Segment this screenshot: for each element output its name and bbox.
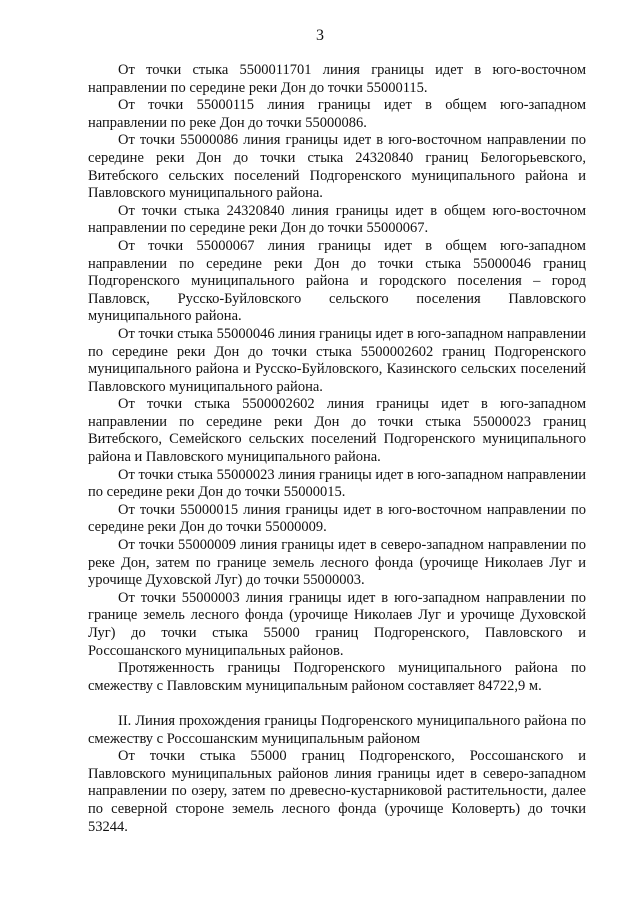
document-body <box>88 62 586 836</box>
paragraph: От точки 55000003 линия границы идет в юго-западном направлении по границе земель лесного фонда (урочище Николаев Луг и урочище Духовской Луг) до точки стыка 55000 границ Подгоренского, Павловского и Россошанского муниципальных районов. <box>88 589 586 659</box>
paragraph: От точки стыка 55000023 линия границы идет в юго-западном направлении по середине реки Дон до точки 55000015. <box>88 466 586 501</box>
paragraph: От точки стыка 55000046 линия границы идет в юго-западном направлении по середине реки Дон до точки стыка 5500002602 границ Подгоренского муниципального района и Русско-Буйловского, Казинского сельских поселений Павловского муниципального района. <box>88 325 586 395</box>
paragraph: От точки 55000067 линия границы идет в общем юго-западном направлении по середине реки Дон до точки стыка 55000046 границ Подгоренского муниципального района и городского поселения – город Павловск, Русско-Буйловского сельского поселения Павловского муниципального района. <box>88 237 586 325</box>
paragraph: От точки стыка 5500002602 линия границы идет в юго-западном направлении по середине реки Дон до точки стыка 55000023 границ Витебского, Семейского сельских поселений Подгоренского муниципального района и Павловского муниципального района. <box>88 396 586 466</box>
section-heading: II. Линия прохождения границы Подгоренского муниципального района по смежеству с Россошанским муниципальным районом <box>88 712 586 747</box>
paragraph: От точки стыка 5500011701 линия границы идет в юго-восточном направлении по середине реки Дон до точки 55000115. <box>88 62 586 96</box>
paragraph: От точки 55000115 линия границы идет в общем юго-западном направлении по реке Дон до точки 55000086. <box>88 97 586 131</box>
paragraph: От точки 55000015 линия границы идет в юго-восточном направлении по середине реки Дон до точки 55000009. <box>88 501 586 536</box>
paragraph: От точки стыка 55000 границ Подгоренского, Россошанского и Павловского муниципальных районов линия границы идет в северо-западном направлении по озеру, затем по древесно-кустарниковой растительности, далее по северной стороне земель лесного фонда (урочище Коловерть) до точки 53244. <box>88 748 586 835</box>
paragraph: Протяженность границы Подгоренского муниципального района по смежеству с Павловским муниципальным районом составляет 84722,9 м. <box>88 660 586 694</box>
paragraph: От точки 55000086 линия границы идет в юго-восточном направлении по середине реки Дон до точки стыка 24320840 границ Белогорьевского, Витебского сельских поселений Подгоренского муниципального района и Павловского муниципального района. <box>88 132 586 202</box>
paragraph: От точки 55000009 линия границы идет в северо-западном направлении по реке Дон, затем по границе земель лесного фонда (урочище Николаев Луг и урочище Духовской Луг) до точки 55000003. <box>88 537 586 589</box>
paragraph: От точки стыка 24320840 линия границы идет в общем юго-восточном направлении по середине реки Дон до точки 55000067. <box>88 202 586 237</box>
page-number: 3 <box>316 27 324 44</box>
